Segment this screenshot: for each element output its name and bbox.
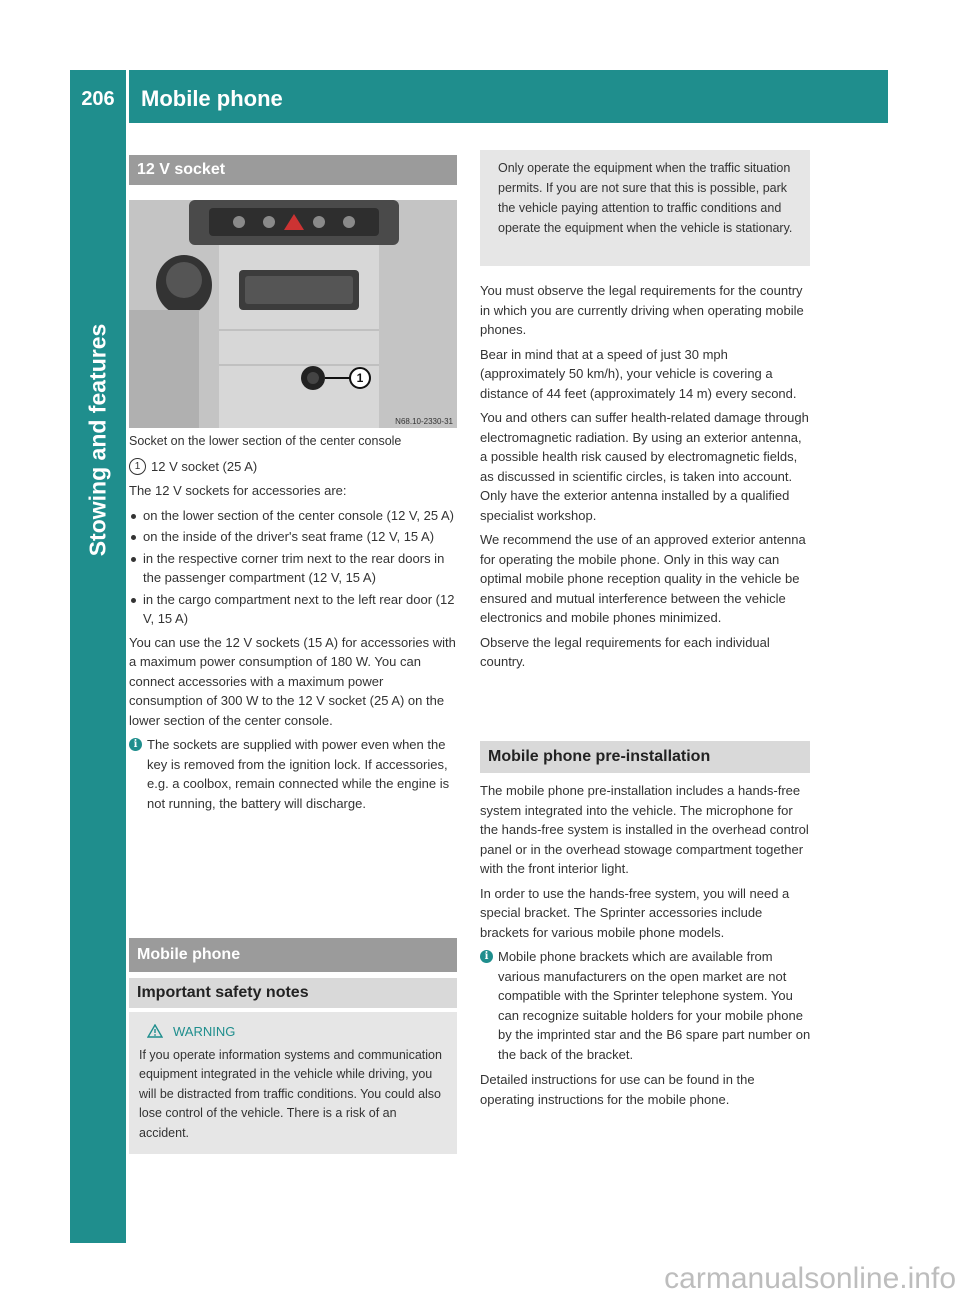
photo-callout-number: 1 [356,371,364,385]
warning-continued-text: Only operate the equipment when the traffic situation permits. If you are not sure that this is possible, park the vehicle paying attention to traffic conditions and operate the equipment when the vehicle is stationary. [498,161,793,235]
paragraph: You and others can suffer health-related damage through electromagnetic radiation. By using an exterior antenna, a possible health risk caused by electromagnetic fields, as discussed in scientific circles, is taken into account. Only have the exterior antenna installed by a qualified specialist workshop. [480,410,809,523]
header-divider [126,70,129,123]
list-item: in the respective corner trim next to the rear doors in the passenger compartment (12 V, 15 A) [129,549,459,588]
left-column-text [129,432,459,819]
preinstallation-text [480,781,812,1114]
socket-list [129,506,459,629]
warning-text: If you operate information systems and communication equipment integrated in the vehicle while driving, you will be distracted from traffic conditions. You could also lose control of the vehicle. There is a risk of an accident. [139,1047,442,1140]
warning-box-continued [480,150,810,266]
paragraph: In order to use the hands-free system, you will need a special bracket. The Sprinter accessories include brackets for various mobile phone models. [480,885,790,940]
page-number: 206 [81,88,115,110]
side-tab [70,123,126,1243]
right-column-text [480,281,812,677]
console-photo [129,200,457,428]
photo-caption: Socket on the lower section of the center console [129,434,402,448]
section-heading-mobile-phone: Mobile phone [129,938,457,972]
usage-paragraph: You can use the 12 V sockets (15 A) for accessories with a maximum power consumption of 180 W. You can connect accessories with a maximum power consumption of 300 W to the 12 V socket (25 A) on the lower section of the center console. [129,634,456,728]
paragraph: Bear in mind that at a speed of just 30 mph (approximately 50 km/h), your vehicle is covering a distance of 44 feet (approximately 14 m) every second. [480,346,797,401]
subheading-safety-notes: Important safety notes [129,978,457,1008]
list-item: on the inside of the driver's seat frame (12 V, 15 A) [129,527,459,547]
callout-item [129,457,459,477]
subheading-preinstallation: Mobile phone pre-installation [480,741,810,773]
warning-label: WARNING [173,1024,236,1039]
info-note-text: The sockets are supplied with power even when the key is removed from the ignition lock. If accessories, e.g. a coolbox, remain connected while the engine is not running, the battery will discharge. [147,737,450,811]
info-note [129,735,459,813]
info-note [480,947,812,1064]
paragraph: Observe the legal requirements for each individual country. [480,634,770,669]
info-note-text: Mobile phone brackets which are available from various manufacturers on the open market are not compatible with the Sprinter telephone system. You can recognize suitable holders for your mobile phone by the imprinted star and the B6 spare part number on the back of the bracket. [498,949,811,1062]
footer-watermark: carmanualsonline.info [664,1262,956,1295]
photo-image-code: N68.10-2330-31 [395,417,453,426]
page-title: Mobile phone [141,86,283,111]
list-item: in the cargo compartment next to the left rear door (12 V, 15 A) [129,590,459,629]
list-item: on the lower section of the center console (12 V, 25 A) [129,506,459,526]
side-tab-label: Stowing and features [84,323,111,557]
console-illustration [129,200,457,428]
paragraph: We recommend the use of an approved exterior antenna for operating the mobile phone. Only in this way can optimal mobile phone reception quality in the vehicle be ensured and mutual interference between the vehicle electronics and mobile phones minimized. [480,532,806,625]
paragraph: The mobile phone pre-installation includes a hands-free system integrated into the vehicle. The microphone for the hands-free system is installed in the overhead control panel or in the overhead stowage compartment together with the front interior light. [480,783,809,876]
socket-intro: The 12 V sockets for accessories are: [129,483,347,498]
section-heading-12v-socket: 12 V socket [129,155,457,185]
warning-box [129,1012,457,1154]
warning-header [147,1022,447,1042]
callout-text: 12 V socket (25 A) [151,458,258,474]
callout-marker: 1 [129,458,146,475]
warning-triangle-icon [147,1024,163,1038]
info-icon: i [129,738,142,751]
paragraph: Detailed instructions for use can be found in the operating instructions for the mobile phone. [480,1072,755,1107]
paragraph: You must observe the legal requirements for the country in which you are currently driving when operating mobile phones. [480,283,804,337]
info-icon: i [480,950,493,963]
